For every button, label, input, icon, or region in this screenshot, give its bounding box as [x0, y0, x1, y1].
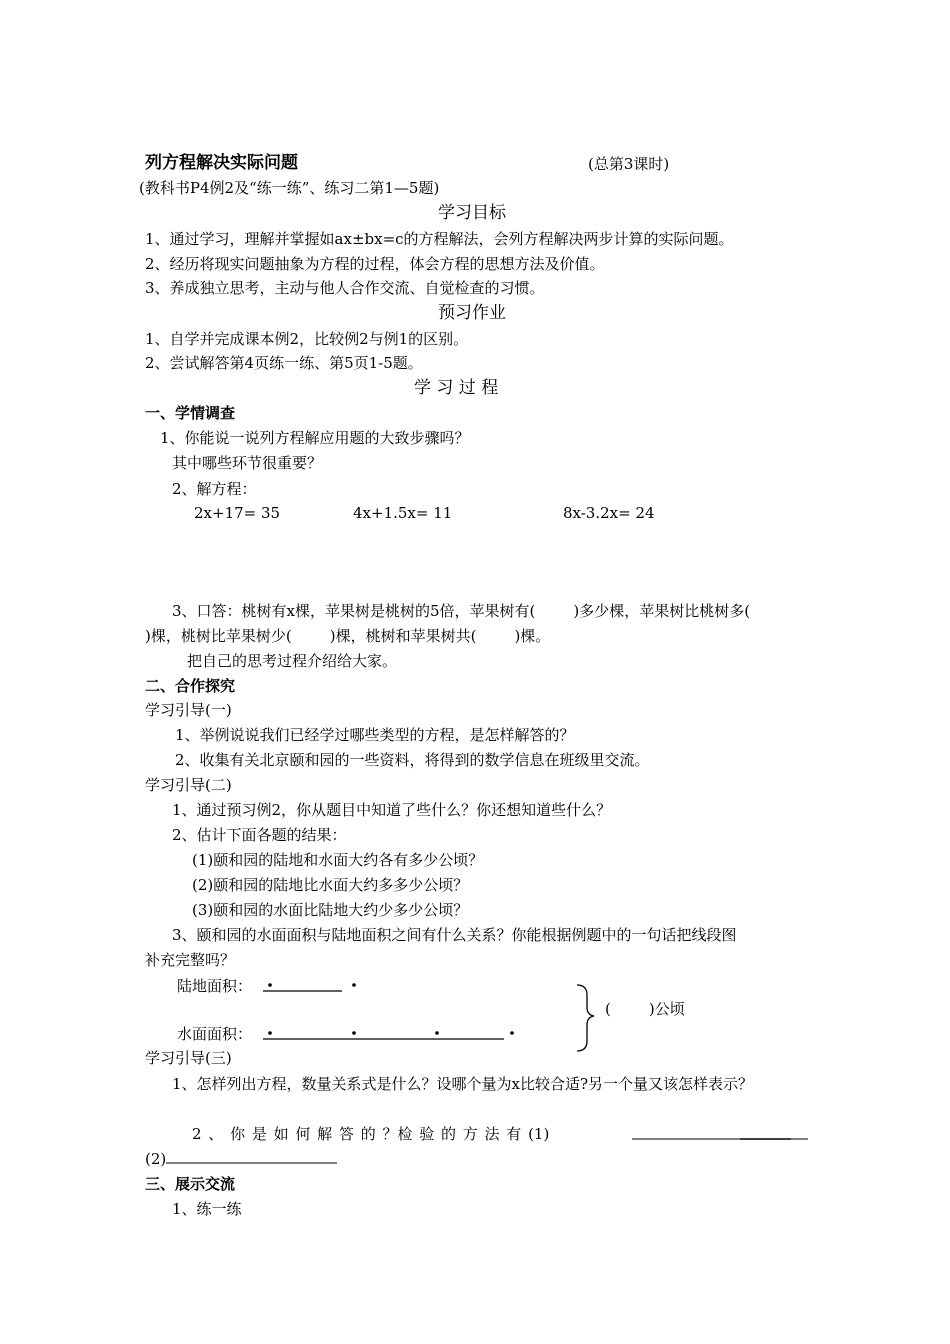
bracket-unit: )公顷: [648, 1000, 685, 1018]
equation-2: 4x+1.5x= 11: [353, 504, 453, 522]
source-note: (教科书P4例2及“练一练”、练习二第1—5题): [139, 179, 440, 197]
process-heading: 学 习 过 程: [414, 378, 499, 398]
preview-heading: 预习作业: [438, 303, 506, 323]
guide-2-q3-continued: 补充完整吗？: [145, 951, 236, 969]
guide-2-q2: 2、估计下面各题的结果：: [172, 826, 347, 844]
page-title: 列方程解决实际问题: [145, 153, 298, 173]
guide-3-q1: 1、怎样列出方程，数量关系式是什么？设哪个量为x比较合适?另一个量又该怎样表示？: [172, 1075, 754, 1093]
objective-item: 1、通过学习，理解并掌握如ax±bx=c的方程解法，会列方程解决两步计算的实际问题。: [145, 230, 734, 248]
water-segment: [263, 1031, 514, 1039]
land-area-label: 陆地面积：: [177, 977, 253, 995]
lesson-number: (总第3课时): [588, 155, 670, 173]
survey-q3-note: 把自己的思考过程介绍给大家。: [187, 652, 398, 670]
preview-item: 1、自学并完成课本例2，比较例2与例1的区别。: [145, 330, 469, 348]
water-area-label: 水面面积：: [177, 1025, 253, 1043]
guide-2-q1: 1、通过预习例2，你从题目中知道了些什么？你还想知道些什么？: [172, 801, 612, 819]
guide-2-subitem: (3)颐和园的水面比陆地大约少多少公顷？: [192, 901, 469, 919]
section3-heading: 三、展示交流: [145, 1175, 236, 1193]
equation-1: 2x+17= 35: [194, 504, 281, 522]
survey-q3-text: 3、口答：桃树有x棵，苹果树是桃树的5倍，苹果树有(: [172, 602, 536, 620]
survey-q3-text: )多少棵，苹果树比桃树多(: [573, 602, 751, 620]
objective-item: 2、经历将现实问题抽象为方程的过程，体会方程的思想方法及价值。: [145, 255, 605, 273]
survey-q3-text: )棵，桃树比苹果树少(: [145, 627, 292, 645]
land-segment: [263, 983, 356, 991]
equation-3: 8x-3.2x= 24: [563, 504, 655, 522]
bracket-open: (: [605, 1000, 611, 1018]
survey-q3-text: )棵。: [514, 627, 551, 645]
guide-1-item: 1、举例说说我们已经学过哪些类型的方程，是怎样解答的？: [175, 726, 575, 744]
guide-3-q2-second: (2): [145, 1150, 167, 1168]
survey-q3-text: )棵，桃树和苹果树共(: [329, 627, 477, 645]
curly-brace: [577, 985, 594, 1051]
guide-2-subitem: (2)颐和园的陆地比水面大约多多少公顷？: [192, 876, 469, 894]
section1-heading: 一、学情调查: [145, 404, 236, 422]
preview-item: 2、尝试解答第4页练一练、第5页1-5题。: [145, 354, 423, 372]
guide-3-q2: 2 、 你 是 如 何 解 答 的 ？检 验 的 方 法 有 (1): [192, 1125, 550, 1143]
guide-2-subitem: (1)颐和园的陆地和水面大约各有多少公顷？: [192, 851, 484, 869]
total-area-bracket: [605, 1000, 685, 1018]
objective-item: 3、养成独立思考，主动与他人合作交流、自觉检查的习惯。: [145, 279, 545, 297]
survey-q2: 2、解方程：: [172, 480, 257, 498]
survey-q1-followup: 其中哪些环节很重要？: [172, 454, 323, 472]
guide-3-heading: 学习引导(三): [145, 1049, 232, 1067]
guide-1-item: 2、收集有关北京颐和园的一些资料，将得到的数学信息在班级里交流。: [175, 751, 650, 769]
objectives-heading: 学习目标: [438, 203, 506, 223]
guide-2-q3: 3、颐和园的水面面积与陆地面积之间有什么关系？你能根据例题中的一句话把线段图: [172, 926, 737, 944]
survey-q1: 1、你能说一说列方程解应用题的大致步骤吗？: [160, 429, 470, 447]
guide-2-heading: 学习引导(二): [145, 776, 232, 794]
guide-1-heading: 学习引导(一): [145, 701, 232, 719]
showcase-item: 1、练一练: [172, 1200, 242, 1218]
section2-heading: 二、合作探究: [145, 677, 236, 695]
